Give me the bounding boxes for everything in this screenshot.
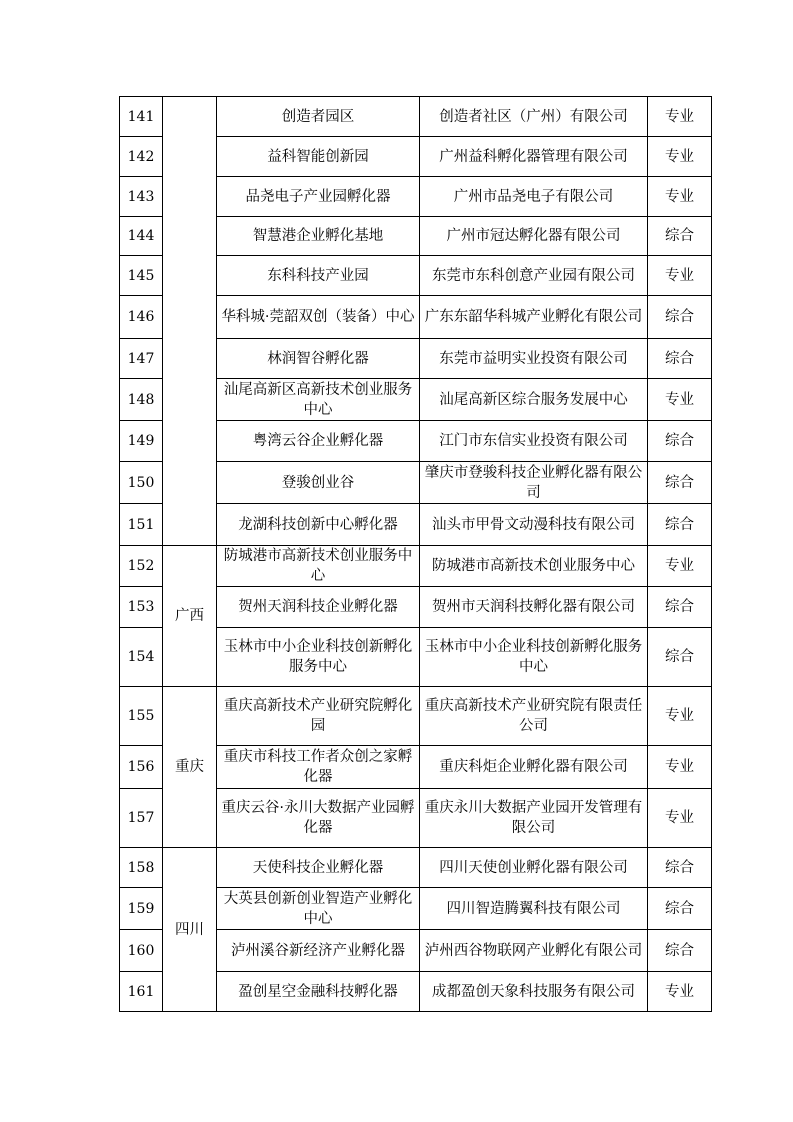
row-number-cell: 154 xyxy=(120,628,163,687)
incubator-name-cell: 汕尾高新区高新技术创业服务中心 xyxy=(217,379,420,421)
row-number-cell: 153 xyxy=(120,587,163,628)
incubator-type-cell: 综合 xyxy=(648,587,712,628)
incubator-type-cell: 专业 xyxy=(648,97,712,137)
operator-org-cell: 重庆高新技术产业研究院有限责任公司 xyxy=(420,687,648,746)
operator-org-cell: 重庆科炬企业孵化器有限公司 xyxy=(420,746,648,789)
operator-org-cell: 东莞市益明实业投资有限公司 xyxy=(420,339,648,379)
operator-org-cell: 广东东韶华科城产业孵化有限公司 xyxy=(420,296,648,339)
incubator-name-cell: 重庆高新技术产业研究院孵化园 xyxy=(217,687,420,746)
operator-org-cell: 四川智造腾翼科技有限公司 xyxy=(420,888,648,930)
incubator-name-cell: 林润智谷孵化器 xyxy=(217,339,420,379)
incubator-type-cell: 专业 xyxy=(648,379,712,421)
incubator-name-cell: 贺州天润科技企业孵化器 xyxy=(217,587,420,628)
operator-org-cell: 广州市冠达孵化器有限公司 xyxy=(420,217,648,256)
operator-org-cell: 广州益科孵化器管理有限公司 xyxy=(420,137,648,177)
row-number-cell: 158 xyxy=(120,848,163,888)
incubator-name-cell: 粤湾云谷企业孵化器 xyxy=(217,421,420,462)
incubator-type-cell: 综合 xyxy=(648,888,712,930)
row-number-cell: 157 xyxy=(120,789,163,848)
incubator-name-cell: 防城港市高新技术创业服务中心 xyxy=(217,546,420,587)
incubator-type-cell: 综合 xyxy=(648,930,712,972)
row-number-cell: 151 xyxy=(120,504,163,546)
operator-org-cell: 创造者社区（广州）有限公司 xyxy=(420,97,648,137)
incubator-type-cell: 综合 xyxy=(648,628,712,687)
incubator-type-cell: 综合 xyxy=(648,504,712,546)
table-row xyxy=(120,546,712,587)
table-row xyxy=(120,848,712,888)
row-number-cell: 152 xyxy=(120,546,163,587)
region-cell: 广西 xyxy=(163,546,217,687)
operator-org-cell: 重庆永川大数据产业园开发管理有限公司 xyxy=(420,789,648,848)
row-number-cell: 156 xyxy=(120,746,163,789)
row-number-cell: 155 xyxy=(120,687,163,746)
table-row xyxy=(120,97,712,137)
incubator-name-cell: 创造者园区 xyxy=(217,97,420,137)
incubator-name-cell: 龙湖科技创新中心孵化器 xyxy=(217,504,420,546)
incubator-type-cell: 专业 xyxy=(648,972,712,1012)
row-number-cell: 149 xyxy=(120,421,163,462)
row-number-cell: 159 xyxy=(120,888,163,930)
row-number-cell: 141 xyxy=(120,97,163,137)
incubator-name-cell: 华科城·莞韶双创（装备）中心 xyxy=(217,296,420,339)
region-cell: 四川 xyxy=(163,848,217,1012)
incubator-type-cell: 专业 xyxy=(648,789,712,848)
incubator-name-cell: 智慧港企业孵化基地 xyxy=(217,217,420,256)
table-row xyxy=(120,687,712,746)
incubator-type-cell: 专业 xyxy=(648,177,712,217)
incubator-name-cell: 重庆市科技工作者众创之家孵化器 xyxy=(217,746,420,789)
incubator-type-cell: 专业 xyxy=(648,546,712,587)
operator-org-cell: 汕头市甲骨文动漫科技有限公司 xyxy=(420,504,648,546)
incubator-type-cell: 专业 xyxy=(648,687,712,746)
operator-org-cell: 防城港市高新技术创业服务中心 xyxy=(420,546,648,587)
operator-org-cell: 江门市东信实业投资有限公司 xyxy=(420,421,648,462)
operator-org-cell: 广州市品尧电子有限公司 xyxy=(420,177,648,217)
incubator-name-cell: 品尧电子产业园孵化器 xyxy=(217,177,420,217)
incubator-name-cell: 益科智能创新园 xyxy=(217,137,420,177)
incubator-type-cell: 综合 xyxy=(648,421,712,462)
incubator-name-cell: 重庆云谷·永川大数据产业园孵化器 xyxy=(217,789,420,848)
table-body xyxy=(120,97,712,1012)
incubator-type-cell: 综合 xyxy=(648,296,712,339)
operator-org-cell: 汕尾高新区综合服务发展中心 xyxy=(420,379,648,421)
operator-org-cell: 玉林市中小企业科技创新孵化服务中心 xyxy=(420,628,648,687)
region-cell xyxy=(163,97,217,546)
incubator-name-cell: 泸州溪谷新经济产业孵化器 xyxy=(217,930,420,972)
incubator-name-cell: 大英县创新创业智造产业孵化中心 xyxy=(217,888,420,930)
incubator-type-cell: 专业 xyxy=(648,256,712,296)
row-number-cell: 150 xyxy=(120,462,163,504)
incubator-type-cell: 专业 xyxy=(648,137,712,177)
incubator-name-cell: 登骏创业谷 xyxy=(217,462,420,504)
row-number-cell: 144 xyxy=(120,217,163,256)
incubator-name-cell: 玉林市中小企业科技创新孵化服务中心 xyxy=(217,628,420,687)
operator-org-cell: 四川天使创业孵化器有限公司 xyxy=(420,848,648,888)
row-number-cell: 148 xyxy=(120,379,163,421)
row-number-cell: 147 xyxy=(120,339,163,379)
row-number-cell: 143 xyxy=(120,177,163,217)
row-number-cell: 146 xyxy=(120,296,163,339)
row-number-cell: 142 xyxy=(120,137,163,177)
incubator-type-cell: 综合 xyxy=(648,339,712,379)
incubator-table xyxy=(119,96,712,1012)
row-number-cell: 145 xyxy=(120,256,163,296)
operator-org-cell: 成都盈创天象科技服务有限公司 xyxy=(420,972,648,1012)
operator-org-cell: 肇庆市登骏科技企业孵化器有限公司 xyxy=(420,462,648,504)
row-number-cell: 161 xyxy=(120,972,163,1012)
incubator-name-cell: 盈创星空金融科技孵化器 xyxy=(217,972,420,1012)
region-cell: 重庆 xyxy=(163,687,217,848)
incubator-name-cell: 天使科技企业孵化器 xyxy=(217,848,420,888)
incubator-type-cell: 综合 xyxy=(648,848,712,888)
incubator-type-cell: 综合 xyxy=(648,217,712,256)
incubator-type-cell: 专业 xyxy=(648,746,712,789)
incubator-type-cell: 综合 xyxy=(648,462,712,504)
incubator-name-cell: 东科科技产业园 xyxy=(217,256,420,296)
operator-org-cell: 泸州西谷物联网产业孵化有限公司 xyxy=(420,930,648,972)
row-number-cell: 160 xyxy=(120,930,163,972)
operator-org-cell: 贺州市天润科技孵化器有限公司 xyxy=(420,587,648,628)
operator-org-cell: 东莞市东科创意产业园有限公司 xyxy=(420,256,648,296)
